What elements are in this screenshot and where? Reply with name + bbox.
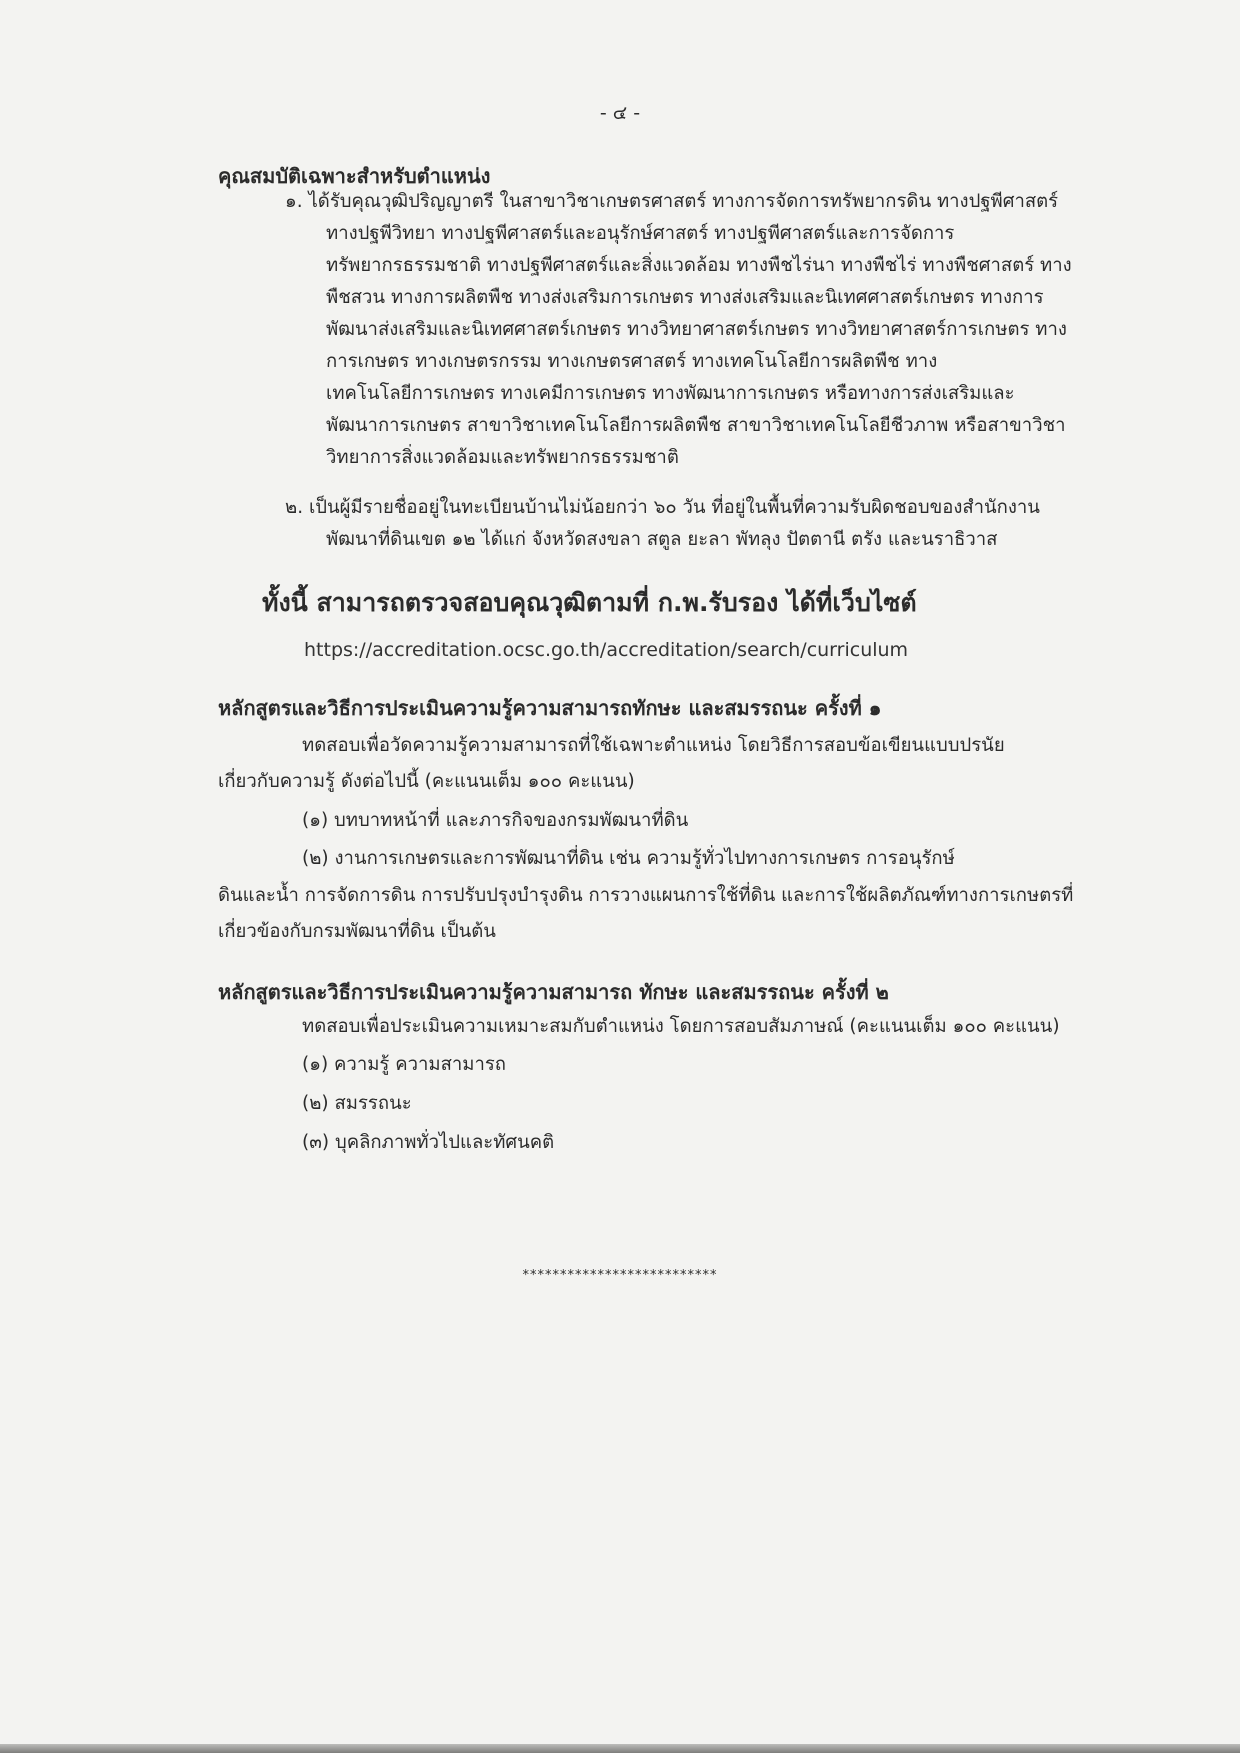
qualifications-heading: คุณสมบัติเฉพาะสำหรับตำแหน่ง: [218, 164, 491, 188]
qualification-item-1-line: พัฒนาการเกษตร สาขาวิชาเทคโนโลยีการผลิตพืช สาขาวิชาเทคโนโลยีชีวภาพ หรือสาขาวิชา: [326, 415, 1066, 436]
verify-notice: ทั้งนี้ สามารถตรวจสอบคุณวุฒิตามที่ ก.พ.รับรอง ได้ที่เว็บไซต์: [262, 588, 917, 617]
verify-url: https://accreditation.ocsc.go.th/accreditation/search/curriculum: [304, 639, 909, 661]
qualification-item-1-line: ทรัพยากรธรรมชาติ ทางปฐพีศาสตร์และสิ่งแวดล้อม ทางพืชไร่นา ทางพืชไร่ ทางพืชศาสตร์ ทาง: [326, 255, 1072, 276]
end-marker: **************************: [522, 1268, 718, 1283]
round-1-intro-line: เกี่ยวกับความรู้ ดังต่อไปนี้ (คะแนนเต็ม ๑๐๐ คะแนน): [218, 771, 635, 792]
round-1-item-1: (๑) บทบาทหน้าที่ และภารกิจของกรมพัฒนาที่ดิน: [302, 810, 689, 831]
qualification-item-1-line: เทคโนโลยีการเกษตร ทางเคมีการเกษตร ทางพัฒนาการเกษตร หรือทางการส่งเสริมและ: [326, 383, 1015, 404]
round-2-intro: ทดสอบเพื่อประเมินความเหมาะสมกับตำแหน่ง โดยการสอบสัมภาษณ์ (คะแนนเต็ม ๑๐๐ คะแนน): [302, 1016, 1060, 1037]
qualification-item-1-line: การเกษตร ทางเกษตรกรรม ทางเกษตรศาสตร์ ทางเทคโนโลยีการผลิตพืช ทาง: [326, 351, 938, 372]
qualification-item-1-line: ทางปฐพีวิทยา ทางปฐพีศาสตร์และอนุรักษ์ศาสตร์ ทางปฐพีศาสตร์และการจัดการ: [326, 223, 955, 244]
qualification-item-2-line: พัฒนาที่ดินเขต ๑๒ ได้แก่ จังหวัดสงขลา สตูล ยะลา พัทลุง ปัตตานี ตรัง และนราธิวาส: [326, 529, 998, 550]
qualification-item-1-line: วิทยาการสิ่งแวดล้อมและทรัพยากรธรรมชาติ: [326, 447, 679, 468]
round-2-item: (๑) ความรู้ ความสามารถ: [302, 1054, 506, 1075]
round-2-heading: หลักสูตรและวิธีการประเมินความรู้ความสามารถ ทักษะ และสมรรถนะ ครั้งที่ ๒: [218, 980, 889, 1004]
round-1-intro-line: ทดสอบเพื่อวัดความรู้ความสามารถที่ใช้เฉพาะตำแหน่ง โดยวิธีการสอบข้อเขียนแบบปรนัย: [302, 735, 1005, 756]
scan-bottom-edge: [0, 1744, 1240, 1753]
qualification-item-1-line: พัฒนาส่งเสริมและนิเทศศาสตร์เกษตร ทางวิทยาศาสตร์เกษตร ทางวิทยาศาสตร์การเกษตร ทาง: [326, 319, 1067, 340]
round-1-heading: หลักสูตรและวิธีการประเมินความรู้ความสามารถทักษะ และสมรรถนะ ครั้งที่ ๑: [218, 696, 882, 720]
round-1-item-2-line: เกี่ยวข้องกับกรมพัฒนาที่ดิน เป็นต้น: [218, 921, 496, 942]
qualification-item-2-line: ๒. เป็นผู้มีรายชื่ออยู่ในทะเบียนบ้านไม่น้อยกว่า ๖๐ วัน ที่อยู่ในพื้นที่ความรับผิดชอบของสำนักงาน: [285, 497, 1040, 518]
round-2-item: (๒) สมรรถนะ: [302, 1093, 412, 1114]
round-2-item: (๓) บุคลิกภาพทั่วไปและทัศนคติ: [302, 1132, 555, 1153]
page-number: - ๔ -: [599, 102, 641, 124]
qualification-item-1-line: พืชสวน ทางการผลิตพืช ทางส่งเสริมการเกษตร ทางส่งเสริมและนิเทศศาสตร์เกษตร ทางการ: [326, 287, 1044, 308]
round-1-item-2-line: ดินและน้ำ การจัดการดิน การปรับปรุงบำรุงดิน การวางแผนการใช้ที่ดิน และการใช้ผลิตภัณฑ์ทางการเกษตรที่: [218, 885, 1074, 906]
round-1-item-2-line: (๒) งานการเกษตรและการพัฒนาที่ดิน เช่น ความรู้ทั่วไปทางการเกษตร การอนุรักษ์: [302, 848, 955, 869]
qualification-item-1-line: ๑. ได้รับคุณวุฒิปริญญาตรี ในสาขาวิชาเกษตรศาสตร์ ทางการจัดการทรัพยากรดิน ทางปฐพีศาสตร์: [285, 191, 1059, 212]
